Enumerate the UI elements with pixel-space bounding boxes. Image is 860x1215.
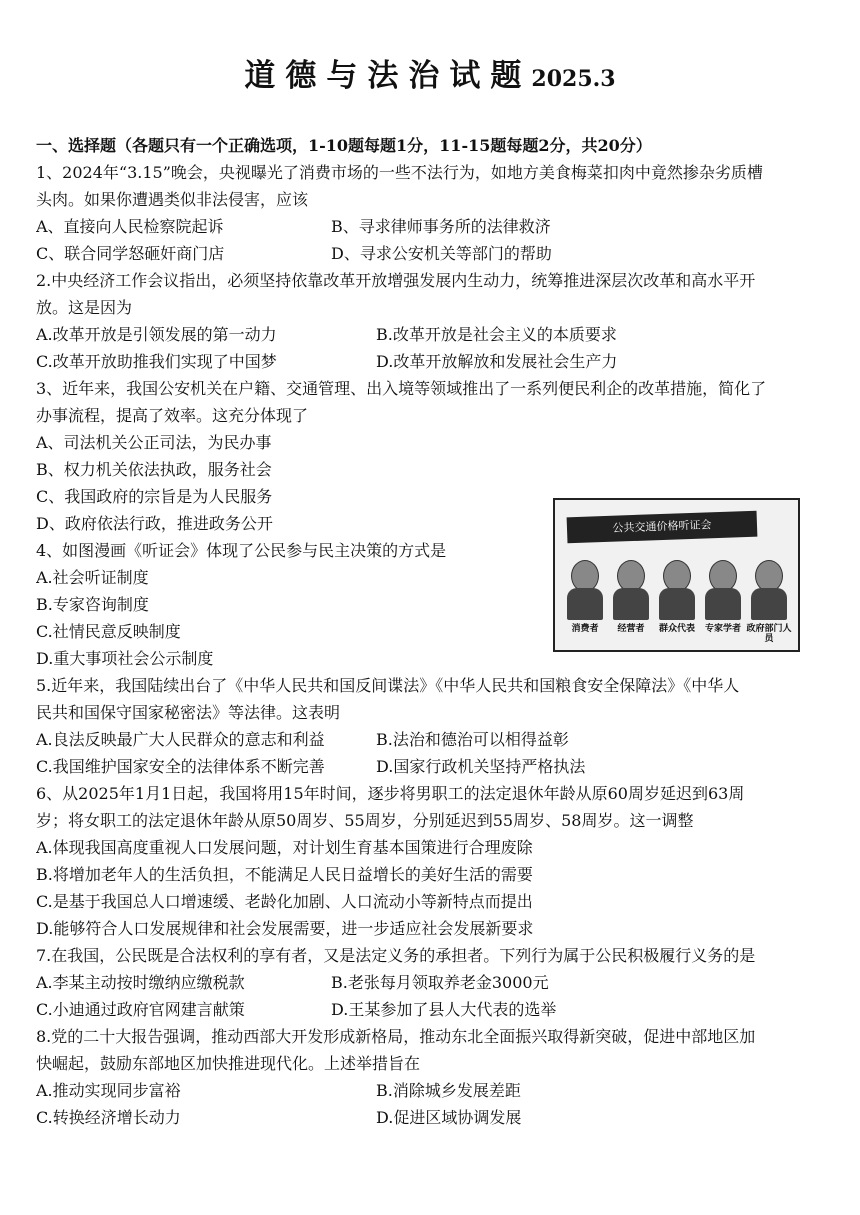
figure-person (703, 554, 743, 644)
option-c: C.是基于我国总人口增速缓、老龄化加剧、人口流动小等新特点而提出 (36, 892, 533, 911)
question-stem: 2.中央经济工作会议指出，必须坚持依靠改革开放增强发展内生动力，统筹推进深层次改革和高水平开 (36, 271, 756, 290)
option-d: D.重大事项社会公示制度 (36, 649, 214, 668)
question-stem: 7.在我国，公民既是合法权利的享有者，又是法定义务的承担者。下列行为属于公民积极履行义务的是 (36, 946, 756, 965)
figure-person (657, 554, 697, 644)
option-d: D.促进区域协调发展 (376, 1108, 522, 1127)
option-b: B.消除城乡发展差距 (376, 1081, 521, 1100)
question-2 (36, 267, 826, 375)
cartoon-banner: 公共交通价格听证会 (567, 511, 758, 544)
option-c: C、联合同学怒砸奸商门店 (36, 244, 225, 263)
figure-label: 专家学者 (704, 624, 741, 634)
option-d: D.王某参加了县人大代表的选举 (331, 1000, 557, 1019)
title-date: 2025.3 (531, 66, 616, 92)
option-d: D、政府依法行政，推进政务公开 (36, 514, 273, 533)
option-c: C.改革开放助推我们实现了中国梦 (36, 352, 277, 371)
figure-label: 政府部门人员 (746, 624, 792, 644)
option-c: C.社情民意反映制度 (36, 622, 181, 641)
question-8 (36, 1023, 826, 1131)
hearing-cartoon (553, 498, 800, 652)
option-d: D.能够符合人口发展规律和社会发展需要，进一步适应社会发展新要求 (36, 919, 534, 938)
option-a: A.良法反映最广大人民群众的意志和利益 (36, 730, 325, 749)
option-c: C、我国政府的宗旨是为人民服务 (36, 487, 273, 506)
option-b: B.老张每月领取养老金3000元 (331, 973, 549, 992)
option-c: C.转换经济增长动力 (36, 1108, 181, 1127)
question-stem: 5.近年来，我国陆续出台了《中华人民共和国反间谍法》《中华人民共和国粮食安全保障法》《中华人 (36, 676, 740, 695)
option-b: B、寻求律师事务所的法律救济 (331, 217, 551, 236)
option-d: D.国家行政机关坚持严格执法 (376, 757, 586, 776)
option-b: B.改革开放是社会主义的本质要求 (376, 325, 617, 344)
question-stem: 岁；将女职工的法定退休年龄从原50周岁、55周岁，分别延迟到55周岁、58周岁。这一调整 (36, 811, 694, 830)
option-a: A.李某主动按时缴纳应缴税款 (36, 973, 245, 992)
option-a: A.社会听证制度 (36, 568, 149, 587)
question-stem: 放。这是因为 (36, 298, 133, 317)
question-6 (36, 780, 826, 942)
option-b: B.专家咨询制度 (36, 595, 149, 614)
question-stem: 办事流程，提高了效率。这充分体现了 (36, 406, 309, 425)
option-d: D、寻求公安机关等部门的帮助 (331, 244, 552, 263)
figure-person (565, 554, 605, 644)
option-b: B.将增加老年人的生活负担，不能满足人民日益增长的美好生活的需要 (36, 865, 533, 884)
question-stem: 4、如图漫画《听证会》体现了公民参与民主决策的方式是 (36, 541, 447, 560)
option-a: A、司法机关公正司法，为民办事 (36, 433, 272, 452)
figure-label: 消费者 (571, 624, 599, 634)
question-stem: 头肉。如果你遭遇类似非法侵害，应该 (36, 190, 309, 209)
exam-title (0, 50, 860, 95)
question-1 (36, 159, 826, 267)
figure-person (746, 554, 792, 644)
question-stem: 8.党的二十大报告强调，推动西部大开发形成新格局，推动东北全面振兴取得新突破，促进中部地区加 (36, 1027, 756, 1046)
option-b: B.法治和德治可以相得益彰 (376, 730, 569, 749)
section-heading: 一、选择题（各题只有一个正确选项，1-10题每题1分，11-15题每题2分，共20分） (36, 136, 652, 155)
option-a: A.改革开放是引领发展的第一动力 (36, 325, 277, 344)
option-a: A.推动实现同步富裕 (36, 1081, 181, 1100)
question-stem: 快崛起，鼓励东部地区加快推进现代化。上述举措旨在 (36, 1054, 421, 1073)
question-stem: 6、从2025年1月1日起，我国将用15年时间，逐步将男职工的法定退休年龄从原60周岁延迟到63周 (36, 784, 745, 803)
figure-label: 经营者 (617, 624, 645, 634)
option-c: C.小迪通过政府官网建言献策 (36, 1000, 245, 1019)
question-7 (36, 942, 826, 1023)
option-a: A.体现我国高度重视人口发展问题，对计划生育基本国策进行合理废除 (36, 838, 533, 857)
question-stem: 民共和国保守国家秘密法》等法律。这表明 (36, 703, 341, 722)
figure-label: 群众代表 (658, 624, 695, 634)
option-c: C.我国维护国家安全的法律体系不断完善 (36, 757, 325, 776)
title-main: 道德与法治试题 (244, 58, 532, 94)
option-d: D.改革开放解放和发展社会生产力 (376, 352, 618, 371)
question-5 (36, 672, 826, 780)
cartoon-figures (563, 554, 793, 644)
option-b: B、权力机关依法执政，服务社会 (36, 460, 272, 479)
figure-person (611, 554, 651, 644)
question-stem: 1、2024年“3.15”晚会，央视曝光了消费市场的一些不法行为，如地方美食梅菜扣肉中竟然掺杂劣质槽 (36, 163, 763, 182)
question-stem: 3、近年来，我国公安机关在户籍、交通管理、出入境等领域推出了一系列便民利企的改革措施，简化了 (36, 379, 767, 398)
option-a: A、直接向人民检察院起诉 (36, 217, 224, 236)
